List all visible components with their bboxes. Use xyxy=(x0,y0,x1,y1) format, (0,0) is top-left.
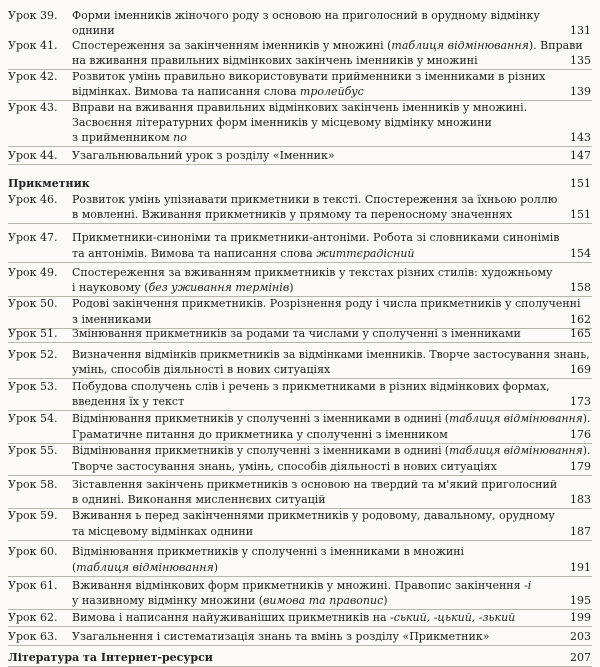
title-text: Прикметники-синоніми та прикметники-антоніми. Робота зі словниками синонімів xyxy=(72,231,560,244)
lesson-title xyxy=(72,443,590,458)
lesson-title xyxy=(72,629,489,644)
title-text: з іменниками xyxy=(72,313,152,326)
toc-entry xyxy=(8,100,592,147)
lesson-title xyxy=(72,544,464,559)
title-text: та місцевому відмінках однини xyxy=(72,525,254,538)
title-text: з прийменником xyxy=(72,131,174,144)
toc-entry xyxy=(8,192,592,224)
toc-entry xyxy=(8,443,592,476)
toc-line xyxy=(8,38,592,53)
toc-line xyxy=(8,312,592,327)
title-text: Узагальнення і систематизація знань та вмінь з розділу «Прикметник» xyxy=(72,630,490,643)
lesson-number: Урок 61. xyxy=(8,579,58,592)
toc-line xyxy=(8,394,592,409)
lesson-number: Урок 60. xyxy=(8,545,58,558)
page-number: 158 xyxy=(570,281,591,294)
lesson-title xyxy=(72,362,330,377)
lesson-number: Урок 54. xyxy=(8,412,58,425)
toc-line xyxy=(8,427,592,442)
lesson-title xyxy=(72,312,151,327)
title-text: умінь, способів діяльності в нових ситуаціях xyxy=(72,363,331,376)
toc-entry xyxy=(8,477,592,509)
lesson-title xyxy=(72,246,415,261)
lesson-title xyxy=(72,230,559,245)
title-text: Засвоєння літературних форм іменників у місцевому відмінку множини xyxy=(72,116,492,129)
lesson-number: Урок 42. xyxy=(8,70,58,83)
lesson-number: Урок 52. xyxy=(8,348,58,361)
lesson-title xyxy=(72,610,515,625)
toc-line xyxy=(8,326,592,341)
title-text: Спостереження за вживанням прикметників у текстах різних стилів: художньому xyxy=(72,266,553,279)
title-text: ) xyxy=(383,594,388,607)
title-text: ). xyxy=(582,444,591,457)
toc-entry xyxy=(8,629,592,646)
toc-line xyxy=(8,246,592,261)
toc-entry xyxy=(8,38,592,70)
lesson-title xyxy=(72,265,553,280)
lesson-title xyxy=(72,296,581,311)
toc-line xyxy=(8,130,592,145)
title-text: Відмінювання прикметників у сполученні з іменниками в однині ( xyxy=(72,444,450,457)
lesson-title xyxy=(72,524,253,539)
toc-line xyxy=(8,148,592,163)
toc-line xyxy=(8,23,592,38)
title-text: Вживання ь перед закінченнями прикметників у родовому, давальному, орудному xyxy=(72,509,555,522)
toc-line xyxy=(8,115,592,130)
page-number: 207 xyxy=(570,651,591,664)
toc-entry xyxy=(8,296,592,329)
title-text: у називному відмінку множини ( xyxy=(72,594,264,607)
toc-line xyxy=(8,629,592,644)
page-number: 187 xyxy=(570,525,591,538)
lesson-title xyxy=(72,192,557,207)
lesson-number: Урок 50. xyxy=(8,297,58,310)
page-number: 195 xyxy=(570,594,591,607)
toc-entry xyxy=(8,411,592,444)
toc-line xyxy=(8,443,592,458)
emphasis-text: таблиця відмінювання xyxy=(76,561,214,574)
lesson-number: Урок 53. xyxy=(8,380,58,393)
emphasis-text: таблиця відмінювання xyxy=(391,39,529,52)
toc-entry xyxy=(8,544,592,577)
title-text: Граматичне питання до прикметника у сполученні з іменником xyxy=(72,428,448,441)
page-number: 139 xyxy=(570,85,591,98)
lesson-number: Урок 41. xyxy=(8,39,58,52)
lesson-title xyxy=(72,560,218,575)
lesson-number: Урок 59. xyxy=(8,509,58,522)
lesson-number: Урок 44. xyxy=(8,149,58,162)
toc-line xyxy=(8,230,592,245)
title-text: Розвиток умінь правильно використовувати прийменники з іменниками в різних xyxy=(72,70,546,83)
page-number: 143 xyxy=(570,131,591,144)
toc-line xyxy=(8,100,592,115)
toc-line xyxy=(8,524,592,539)
title-text: ) xyxy=(213,561,219,574)
title-text: Родові закінчення прикметників. Розрізнення роду і числа прикметників у сполученні xyxy=(72,297,581,310)
toc-line xyxy=(8,176,592,191)
page-number: 162 xyxy=(570,313,591,326)
page-number: 154 xyxy=(570,247,591,260)
toc-line xyxy=(8,84,592,99)
toc-entry xyxy=(8,8,592,39)
toc-line xyxy=(8,192,592,207)
toc-entry xyxy=(8,230,592,263)
emphasis-text: вимова та правопис xyxy=(263,594,384,607)
toc-line xyxy=(8,477,592,492)
title-text: ). Вправи xyxy=(528,39,583,52)
emphasis-text: -ський, -цький, -зький xyxy=(390,611,516,624)
toc-entry xyxy=(8,326,592,343)
title-text: відмінках. Вимова та написання слова xyxy=(72,85,300,98)
lesson-number: Урок 58. xyxy=(8,478,58,491)
page-number: 173 xyxy=(570,395,591,408)
title-text: в мовленні. Вживання прикметників у прямому та переносному значеннях xyxy=(72,208,513,221)
lesson-title xyxy=(72,100,527,115)
toc-entry xyxy=(8,508,592,541)
title-text: Відмінювання прикметників у сполученні з іменниками в однині ( xyxy=(72,412,450,425)
toc-entry xyxy=(8,379,592,411)
lesson-number: Урок 51. xyxy=(8,327,58,340)
lesson-title xyxy=(72,411,590,426)
lesson-number: Урок 47. xyxy=(8,231,58,244)
toc-line xyxy=(8,508,592,523)
title-text: ) xyxy=(289,281,294,294)
lesson-title xyxy=(72,115,492,130)
lesson-title xyxy=(72,53,478,68)
lesson-number: Урок 43. xyxy=(8,101,58,114)
lesson-title xyxy=(72,23,115,38)
title-text: Побудова сполучень слів і речень з прикметниками в різних відмінкових формах, xyxy=(72,380,550,393)
section-title: Прикметник xyxy=(8,177,90,190)
title-text: Зіставлення закінчень прикметників з основою на твердий та м'який приголосний xyxy=(72,478,558,491)
page-number: 169 xyxy=(570,363,591,376)
emphasis-text: без уживання термінів xyxy=(148,281,290,294)
toc-line xyxy=(8,492,592,507)
lesson-number: Урок 63. xyxy=(8,630,58,643)
emphasis-text: по xyxy=(173,131,187,144)
toc-entry xyxy=(8,69,592,101)
toc-line xyxy=(8,207,592,222)
page-number: 131 xyxy=(570,24,591,37)
title-text: Розвиток умінь упізнавати прикметники в тексті. Спостереження за їхньою роллю xyxy=(72,193,558,206)
toc-line xyxy=(8,347,592,362)
page-number: 179 xyxy=(570,460,591,473)
lesson-title xyxy=(72,280,294,295)
title-text: та антонімів. Вимова та написання слова xyxy=(72,247,317,260)
toc-line xyxy=(8,459,592,474)
page-number: 135 xyxy=(570,54,591,67)
lesson-title xyxy=(72,477,557,492)
title-text: на вживання правильних відмінкових закінчень іменників у множині xyxy=(72,54,478,67)
toc-line xyxy=(8,280,592,295)
section-title: Література та Інтернет-ресурси xyxy=(8,651,213,664)
title-text: Змінювання прикметників за родами та числами у сполученні з іменниками xyxy=(72,327,521,340)
lesson-number: Урок 46. xyxy=(8,193,58,206)
lesson-title xyxy=(72,427,448,442)
lesson-title xyxy=(72,38,583,53)
lesson-title xyxy=(72,207,512,222)
lesson-title xyxy=(72,578,531,593)
title-text: Форми іменників жіночого роду з основою на приголосний в орудному відмінку xyxy=(72,9,540,22)
title-text: Визначення відмінків прикметників за відмінками іменників. Творче застосування знань, xyxy=(72,348,590,361)
title-text: в однині. Виконання мисленнєвих ситуацій xyxy=(72,493,326,506)
toc-entry xyxy=(8,347,592,379)
title-text: і науковому ( xyxy=(72,281,149,294)
lesson-title xyxy=(72,326,521,341)
lesson-title xyxy=(72,8,540,23)
lesson-title xyxy=(72,69,545,84)
lesson-title xyxy=(72,492,326,507)
page-number: 165 xyxy=(570,327,591,340)
lesson-number: Урок 62. xyxy=(8,611,58,624)
title-text: Вживання відмінкових форм прикметників у множині. Правопис закінчення xyxy=(72,579,525,592)
page-number: 183 xyxy=(570,493,591,506)
page-number: 191 xyxy=(570,561,591,574)
title-text: Творче застосування знань, умінь, способів діяльності в нових ситуаціях xyxy=(72,460,497,473)
toc-line xyxy=(8,69,592,84)
page-number: 151 xyxy=(570,177,591,190)
toc-line xyxy=(8,379,592,394)
toc-line xyxy=(8,362,592,377)
toc-entry xyxy=(8,148,592,165)
page-number: 147 xyxy=(570,149,591,162)
lesson-title xyxy=(72,347,590,362)
lesson-title xyxy=(72,379,550,394)
toc-line xyxy=(8,265,592,280)
lesson-title xyxy=(72,84,364,99)
title-text: однини xyxy=(72,24,115,37)
title-text: ). xyxy=(582,412,591,425)
emphasis-text: таблиця відмінювання xyxy=(449,412,583,425)
lesson-number: Урок 49. xyxy=(8,266,58,279)
title-text: введення їх у текст xyxy=(72,395,185,408)
emphasis-text: таблиця відмінювання xyxy=(449,444,583,457)
toc-entry xyxy=(8,610,592,627)
toc-line xyxy=(8,560,592,575)
lesson-title xyxy=(72,394,184,409)
title-text: Відмінювання прикметників у сполученні з іменниками в множині xyxy=(72,545,465,558)
toc-entry xyxy=(8,578,592,610)
toc-line xyxy=(8,578,592,593)
title-text: Узагальнювальний урок з розділу «Іменник» xyxy=(72,149,335,162)
toc-line xyxy=(8,610,592,625)
lesson-title xyxy=(72,593,388,608)
toc-line xyxy=(8,296,592,311)
page-number: 151 xyxy=(570,208,591,221)
lesson-number: Урок 39. xyxy=(8,9,58,22)
toc-line xyxy=(8,8,592,23)
toc-line xyxy=(8,593,592,608)
toc-section xyxy=(8,176,592,192)
title-text: ( xyxy=(72,561,77,574)
emphasis-text: -і xyxy=(524,579,532,592)
page-number: 203 xyxy=(570,630,591,643)
toc-section xyxy=(8,650,592,667)
lesson-title xyxy=(72,508,555,523)
emphasis-text: тролейбус xyxy=(299,85,364,98)
title-text: Вимова і написання найуживаніших прикметників на xyxy=(72,611,391,624)
toc-entry xyxy=(8,265,592,297)
toc-line xyxy=(8,411,592,426)
title-text: Спостереження за закінченням іменників у множині ( xyxy=(72,39,392,52)
lesson-title xyxy=(72,148,335,163)
lesson-title xyxy=(72,459,497,474)
emphasis-text: життєрадісний xyxy=(316,247,415,260)
page-number: 176 xyxy=(570,428,591,441)
toc-line xyxy=(8,544,592,559)
title-text: Вправи на вживання правильних відмінкових закінчень іменників у множині. xyxy=(72,101,528,114)
page-number: 199 xyxy=(570,611,591,624)
lesson-number: Урок 55. xyxy=(8,444,58,457)
toc-line xyxy=(8,53,592,68)
lesson-title xyxy=(72,130,187,145)
